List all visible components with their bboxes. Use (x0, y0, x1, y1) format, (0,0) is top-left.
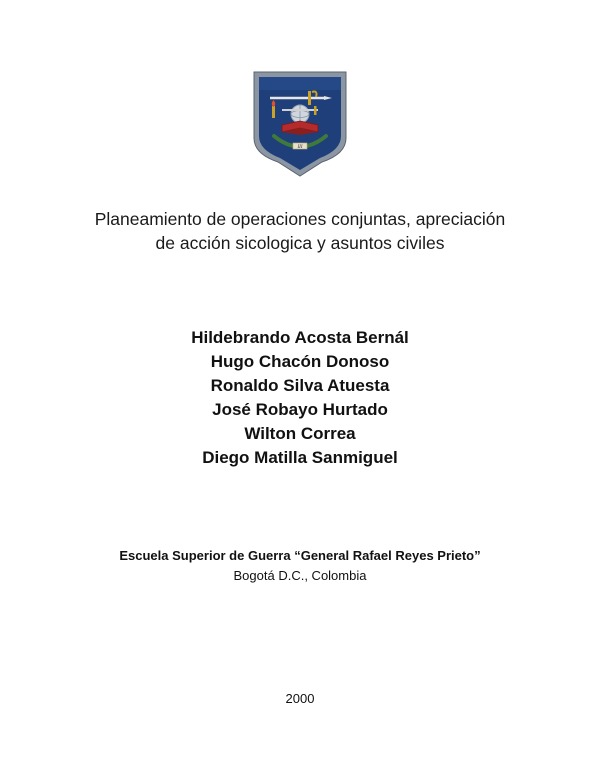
title-line-2: de acción sicologica y asuntos civiles (155, 233, 445, 253)
publisher-block (40, 546, 560, 586)
document-title (40, 207, 560, 255)
author-list (40, 326, 560, 470)
publication-year: 2000 (285, 691, 315, 706)
author-name: Diego Matilla Sanmiguel (202, 448, 398, 467)
svg-text:III: III (297, 145, 303, 150)
institution-location: Bogotá D.C., Colombia (233, 568, 367, 583)
author-name: Ronaldo Silva Atuesta (210, 376, 390, 395)
author-name: Hildebrando Acosta Bernál (191, 328, 409, 347)
author-name: Hugo Chacón Donoso (210, 352, 390, 371)
author-name: José Robayo Hurtado (212, 400, 388, 419)
author-name: Wilton Correa (244, 424, 356, 443)
institution-name: Escuela Superior de Guerra “General Rafael Reyes Prieto” (119, 548, 481, 563)
title-line-1: Planeamiento de operaciones conjuntas, apreciación (94, 209, 506, 229)
school-shield-emblem-icon (252, 70, 348, 178)
